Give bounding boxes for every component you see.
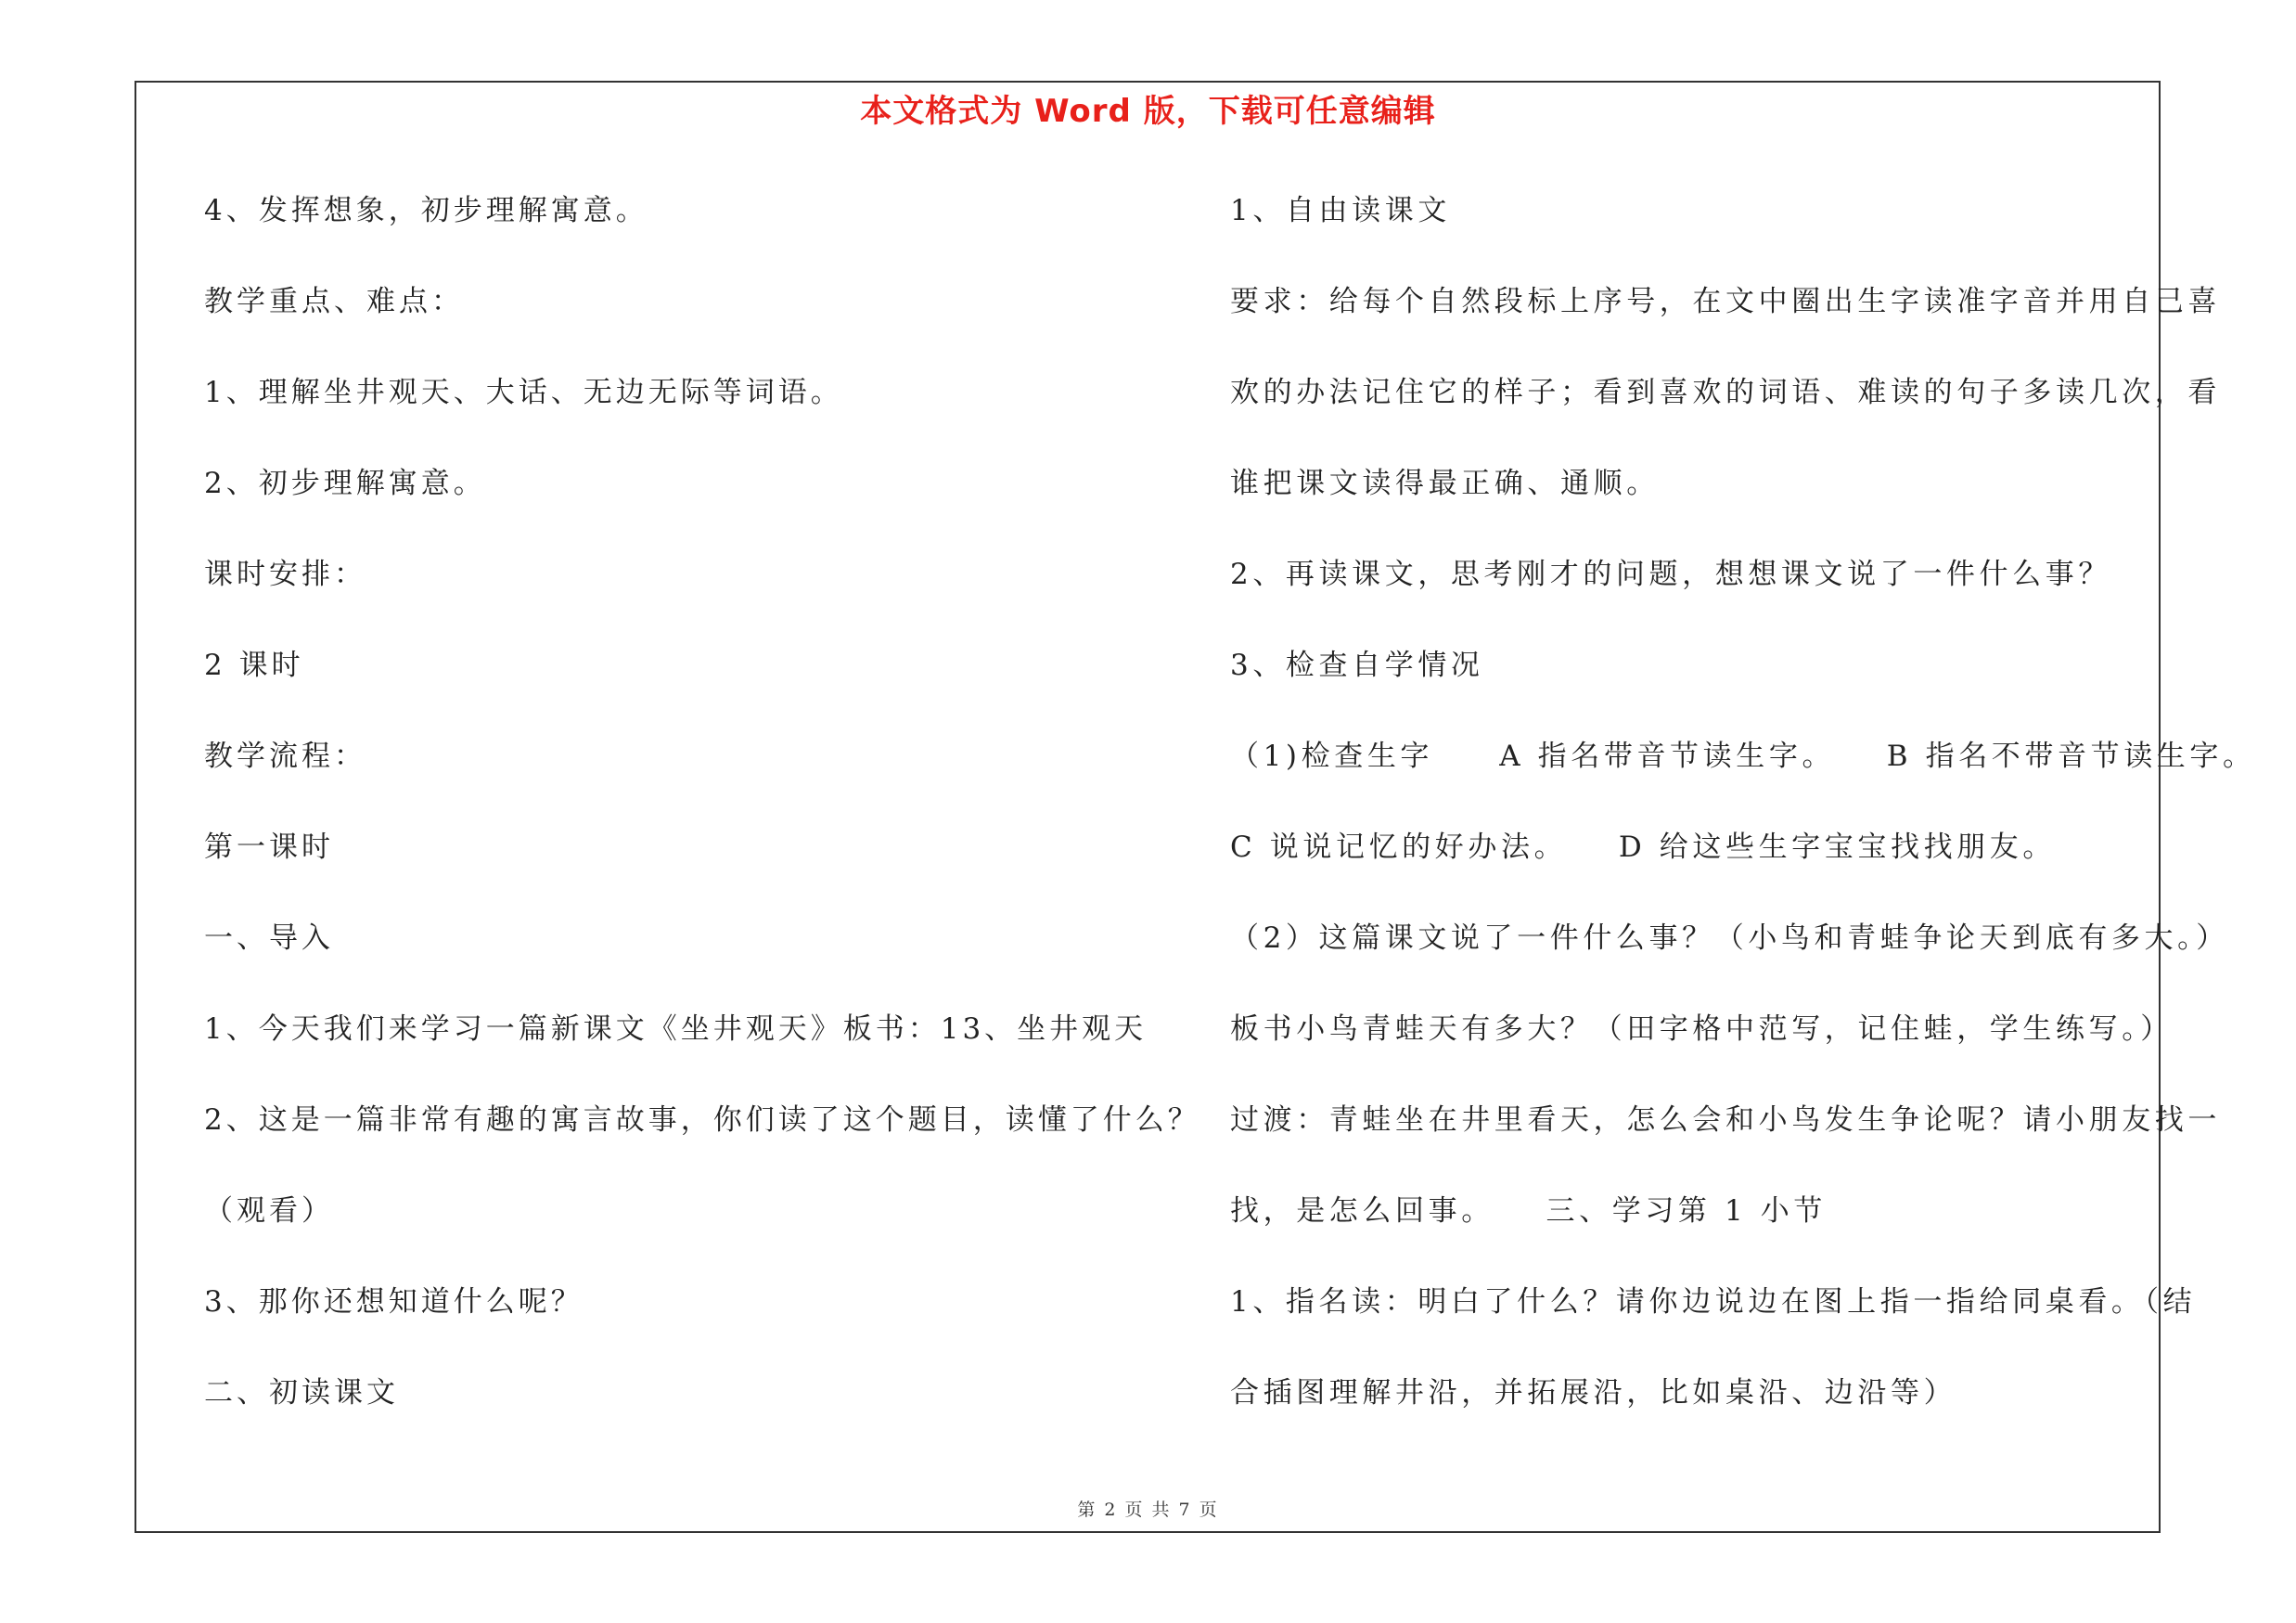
right-column xyxy=(1230,183,2256,1456)
text-line: 过渡：青蛙坐在井里看天，怎么会和小鸟发生争论呢？请小朋友找一 xyxy=(1230,1103,2221,1137)
text-line: 1、理解坐井观天、大话、无边无际等词语。 xyxy=(204,376,843,409)
text-line: 3、检查自学情况 xyxy=(1230,649,1484,682)
text-line: （1)检查生字 A 指名带音节读生字。 B 指名不带音节读生字。 xyxy=(1230,740,2256,773)
text-line: 板书小鸟青蛙天有多大？（田字格中范写，记住蛙，学生练写。） xyxy=(1230,1012,2174,1046)
text-line: 4、发挥想象，初步理解寓意。 xyxy=(204,194,648,227)
text-line: 2、再读课文，思考刚才的问题，想想课文说了一件什么事？ xyxy=(1230,558,2111,591)
text-line: 欢的办法记住它的样子；看到喜欢的词语、难读的句子多读几次，看 xyxy=(1230,376,2221,409)
text-line: 教学重点、难点： xyxy=(204,285,464,318)
text-line: 3、那你还想知道什么呢？ xyxy=(204,1285,584,1319)
text-line: 找，是怎么回事。 三、学习第 1 小节 xyxy=(1230,1194,1827,1228)
left-column xyxy=(204,183,1200,1456)
text-line: （观看） xyxy=(204,1194,334,1228)
text-line: 课时安排： xyxy=(204,558,366,591)
text-line: 二、初读课文 xyxy=(204,1376,399,1410)
text-line: 谁把课文读得最正确、通顺。 xyxy=(1230,467,1660,500)
text-line: 2、这是一篇非常有趣的寓言故事，你们读了这个题目，读懂了什么？ xyxy=(204,1103,1200,1137)
text-line: 2、初步理解寓意。 xyxy=(204,467,486,500)
text-line: 教学流程： xyxy=(204,740,366,773)
page-number: 第 2 页 共 7 页 xyxy=(1077,1500,1219,1520)
text-line: 第一课时 xyxy=(204,831,334,864)
text-line: C 说说记忆的好办法。 D 给这些生字宝宝找找朋友。 xyxy=(1230,831,2056,864)
format-notice: 本文格式为 Word 版，下载可任意编辑 xyxy=(860,93,1436,130)
text-line: 2 课时 xyxy=(204,649,304,682)
text-line: 1、指名读：明白了什么？请你边说边在图上指一指给同桌看。（结 xyxy=(1230,1285,2197,1319)
text-line: 合插图理解井沿，并拓展沿，比如桌沿、边沿等） xyxy=(1230,1376,1957,1410)
text-line: 一、导入 xyxy=(204,921,334,955)
text-line: （2）这篇课文说了一件什么事？（小鸟和青蛙争论天到底有多大。） xyxy=(1230,921,2229,955)
text-line: 1、自由读课文 xyxy=(1230,194,1451,227)
text-line: 要求：给每个自然段标上序号，在文中圈出生字读准字音并用自己喜 xyxy=(1230,285,2221,318)
text-line: 1、今天我们来学习一篇新课文《坐井观天》板书：13、坐井观天 xyxy=(204,1012,1148,1046)
